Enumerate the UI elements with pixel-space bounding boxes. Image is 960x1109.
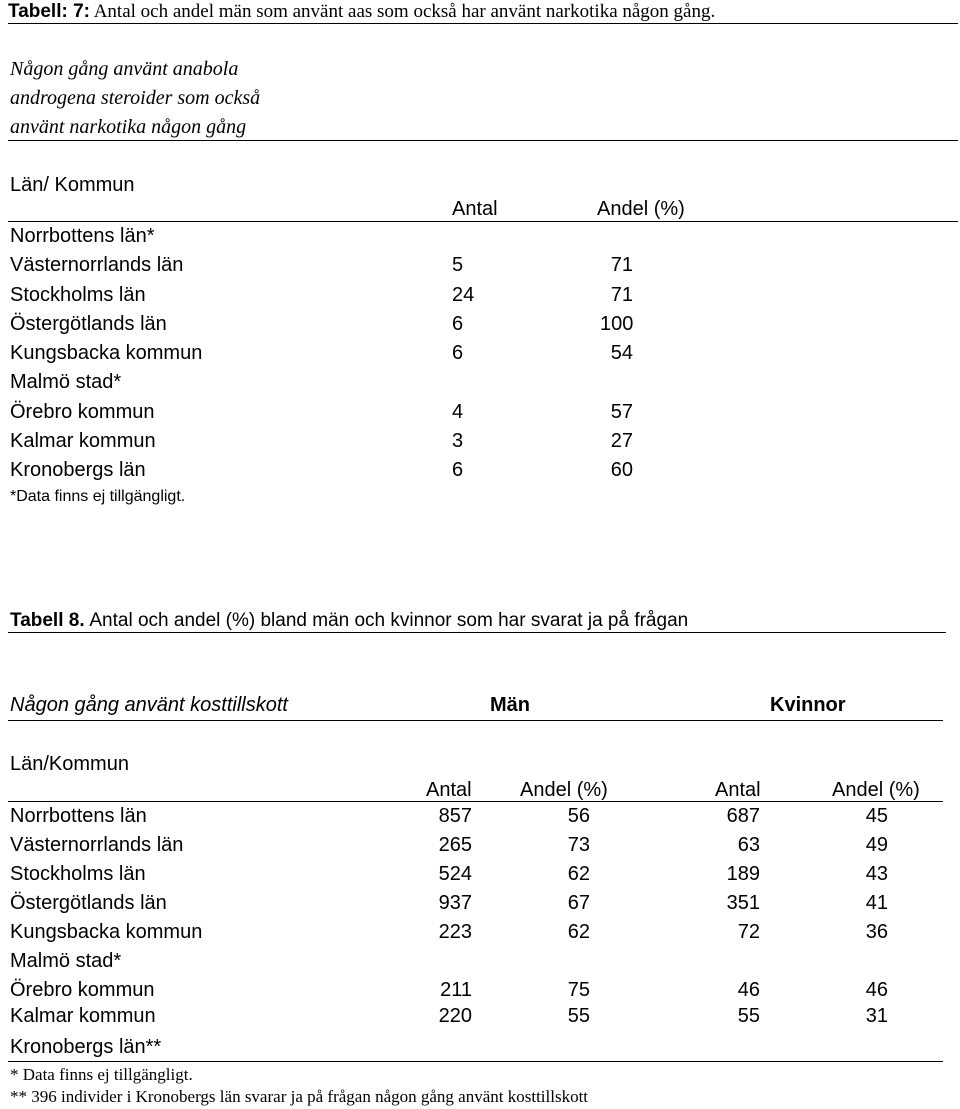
table8-caption-text: Antal och andel (%) bland män och kvinnor som har svarat ja på frågan bbox=[89, 610, 689, 631]
table8-row-name: Östergötlands län bbox=[10, 892, 167, 914]
table8-row-women-andel: 45 bbox=[865, 805, 888, 827]
table7-row-andel: 60 bbox=[610, 459, 633, 481]
table8-group-rule bbox=[8, 720, 943, 721]
table8-row-men-andel: 73 bbox=[567, 834, 590, 856]
table7-row-name: Örebro kommun bbox=[10, 400, 155, 423]
table8-row-name: Norrbottens län bbox=[10, 805, 147, 827]
table8-row-women-antal: 63 bbox=[737, 834, 760, 856]
table7-row-andel: 71 bbox=[610, 254, 633, 277]
table7-question-rule bbox=[8, 140, 958, 141]
table7-question-line-3: använt narkotika någon gång bbox=[10, 116, 247, 138]
table8-row-men-antal: 857 bbox=[438, 805, 472, 827]
table8-row-women-andel: 31 bbox=[865, 1005, 888, 1027]
table8-region-header: Län/Kommun bbox=[10, 753, 129, 775]
table8-bottom-rule bbox=[8, 1061, 943, 1062]
table7-row-name: Kronobergs län bbox=[10, 459, 146, 481]
table7-row-antal: 3 bbox=[452, 429, 464, 452]
table7-row-antal: 24 bbox=[452, 283, 475, 306]
table7-question-line-1: Någon gång använt anabola bbox=[10, 58, 239, 80]
table7-row-antal: 4 bbox=[452, 400, 464, 423]
table7-row-name: Stockholms län bbox=[10, 283, 146, 306]
table7-row-name: Norrbottens län* bbox=[10, 225, 155, 247]
table7-top-rule bbox=[8, 23, 958, 24]
table8-row-men-andel: 75 bbox=[567, 979, 590, 1001]
table8-row-men-andel: 62 bbox=[567, 921, 590, 943]
table8-row-women-andel: 41 bbox=[865, 892, 888, 914]
table8-row-men-antal: 937 bbox=[438, 892, 472, 914]
table8-row-men-andel: 67 bbox=[567, 892, 590, 914]
table8-row-name: Kronobergs län** bbox=[10, 1036, 162, 1058]
table7-region-header: Län/ Kommun bbox=[10, 174, 135, 196]
table7-row-andel: 57 bbox=[610, 400, 633, 423]
table8-row-men-antal: 223 bbox=[438, 921, 472, 943]
table8-row-women-antal: 351 bbox=[726, 892, 760, 914]
table8-women-col-antal: Antal bbox=[715, 779, 761, 801]
table7-row-antal: 6 bbox=[452, 459, 464, 481]
table8-caption bbox=[10, 611, 688, 630]
table8-row-men-antal: 220 bbox=[438, 1005, 472, 1027]
table7-caption-label: Tabell: 7: bbox=[8, 1, 90, 22]
table7-row-name: Kungsbacka kommun bbox=[10, 342, 203, 364]
table7-caption-text: Antal och andel män som använt aas som också har använt narkotika någon gång. bbox=[93, 1, 716, 22]
table7-row-antal: 6 bbox=[452, 342, 464, 364]
table8-row-name: Stockholms län bbox=[10, 863, 146, 885]
table8-row-name: Örebro kommun bbox=[10, 979, 155, 1001]
table8-row-men-andel: 62 bbox=[567, 863, 590, 885]
table7-header-rule bbox=[8, 221, 958, 222]
table8-row-men-antal: 524 bbox=[438, 863, 472, 885]
table7-caption bbox=[8, 2, 715, 21]
table7-row-name: Östergötlands län bbox=[10, 312, 167, 335]
table7-row-andel: 100 bbox=[600, 312, 634, 335]
table7-question-line-2: androgena steroider som också bbox=[10, 87, 261, 109]
table8-row-women-antal: 46 bbox=[737, 979, 760, 1001]
table7-col-antal: Antal bbox=[452, 198, 498, 220]
table8-men-col-antal: Antal bbox=[426, 779, 472, 801]
table7-footnote: *Data finns ej tillgängligt. bbox=[10, 488, 186, 505]
table8-row-women-antal: 55 bbox=[737, 1005, 760, 1027]
table7-row-name: Västernorrlands län bbox=[10, 254, 184, 277]
table8-caption-label: Tabell 8. bbox=[10, 610, 85, 631]
table8-top-rule bbox=[8, 632, 946, 633]
table7-row-andel: 71 bbox=[610, 283, 633, 306]
table7-col-andel: Andel (%) bbox=[597, 198, 685, 220]
table8-question: Någon gång använt kosttillskott bbox=[10, 694, 288, 716]
table7-row-antal: 6 bbox=[452, 312, 464, 335]
table8-row-name: Malmö stad* bbox=[10, 950, 122, 972]
table8-women-col-andel: Andel (%) bbox=[832, 779, 920, 801]
table8-row-name: Kalmar kommun bbox=[10, 1005, 156, 1027]
table7-row-antal: 5 bbox=[452, 254, 464, 277]
table8-row-name: Kungsbacka kommun bbox=[10, 921, 203, 943]
table7-row-name: Kalmar kommun bbox=[10, 429, 156, 452]
table8-footnote-1: * Data finns ej tillgängligt. bbox=[10, 1065, 193, 1084]
table8-row-women-andel: 36 bbox=[865, 921, 888, 943]
table7-row-name: Malmö stad* bbox=[10, 371, 122, 394]
table8-group-men: Män bbox=[490, 694, 530, 716]
table7-row-andel: 27 bbox=[610, 429, 633, 452]
table8-row-men-andel: 56 bbox=[567, 805, 590, 827]
table8-men-col-andel: Andel (%) bbox=[520, 779, 608, 801]
table7-row-andel: 54 bbox=[610, 342, 633, 364]
table8-header-rule bbox=[8, 801, 943, 802]
table8-row-women-antal: 189 bbox=[726, 863, 760, 885]
table8-row-men-andel: 55 bbox=[567, 1005, 590, 1027]
table8-row-women-antal: 687 bbox=[726, 805, 760, 827]
table8-group-women: Kvinnor bbox=[770, 694, 846, 716]
table8-row-name: Västernorrlands län bbox=[10, 834, 184, 856]
table8-row-men-antal: 265 bbox=[438, 834, 472, 856]
table8-footnote-2: ** 396 individer i Kronobergs län svarar ja på frågan någon gång använt kosttillskott bbox=[10, 1087, 589, 1106]
table8-row-men-antal: 211 bbox=[440, 979, 472, 1001]
table8-row-women-andel: 46 bbox=[865, 979, 888, 1001]
table8-row-women-andel: 49 bbox=[865, 834, 888, 856]
table8-row-women-antal: 72 bbox=[737, 921, 760, 943]
table8-row-women-andel: 43 bbox=[865, 863, 888, 885]
